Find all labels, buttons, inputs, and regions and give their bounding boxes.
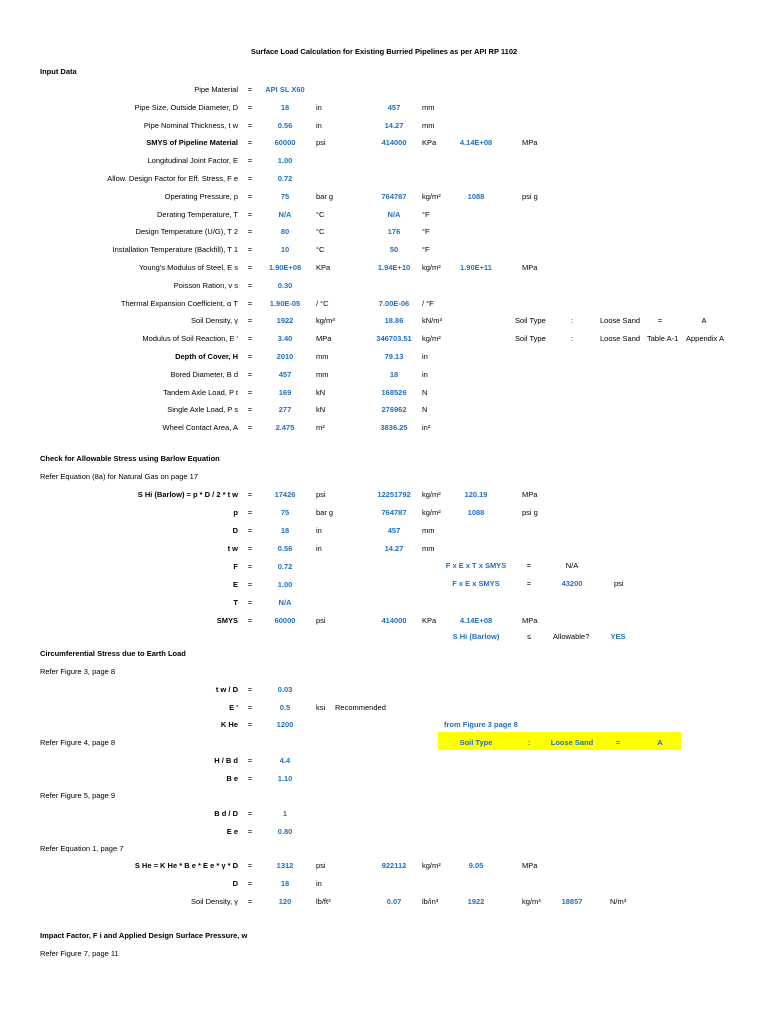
value-secondary: 414000 [381,138,407,148]
value-tertiary: 1088 [467,508,485,517]
equals-sign: = [247,227,253,237]
unit-secondary: / °F [422,298,434,308]
value-primary: 17426 [274,490,296,499]
value-primary: N/A [278,598,292,607]
row-label: E [232,580,238,589]
equals-sign: = [247,580,253,589]
reference-note: Refer Equation 1, page 7 [40,844,124,853]
less-equal-sign: ≤ [526,632,532,641]
equals-sign: = [247,756,253,765]
row-label: Soil Density, γ [191,897,238,906]
value-tertiary: 1.90E+11 [460,263,492,272]
value-primary: 120 [278,897,292,906]
section-heading-impact: Impact Factor, F i and Applied Design Surface Pressure, w [40,931,248,940]
value-tertiary: 1088 [467,191,485,201]
colon: : [527,738,531,747]
unit-secondary: KPa [422,138,437,148]
value-primary: 457 [278,369,292,379]
value-primary: 169 [278,387,292,397]
equals-sign: = [247,280,253,290]
row-label: Pipe Material [194,85,238,94]
unit-primary: °C [316,209,325,219]
equals-sign: = [247,156,253,166]
unit-secondary: mm [422,120,435,130]
unit-primary: kN [316,387,326,397]
unit-primary: mm [316,352,329,361]
unit-secondary: mm [422,544,435,553]
reference-note: Refer Equation (8a) for Natural Gas on page 17 [40,472,199,481]
equals-sign: = [247,423,253,433]
allowable-question: Allowable? [553,632,590,641]
equals-sign: = [526,561,532,570]
unit-tertiary: psi g [522,191,538,201]
soil-type-value: Loose Sand [550,738,594,747]
row-label: D [232,526,238,535]
value-primary: 2.475 [275,423,295,433]
value-secondary: 79.13 [384,352,404,361]
equals-sign: = [247,352,253,361]
equals-sign: = [247,508,253,517]
value-secondary: 18 [389,369,399,379]
value-primary: 1.00 [277,580,293,589]
row-label: Thermal Expansion Coefficient, α T [120,298,238,308]
value-primary: 277 [278,405,292,415]
unit-secondary: kN/m³ [422,316,442,326]
unit-secondary: kg/m² [422,191,441,201]
row-label: Depth of Cover, H [175,352,238,361]
value-primary: 75 [280,508,290,517]
value-secondary: 168526 [381,387,407,397]
row-label: t w / D [215,685,238,694]
row-label: Wheel Contact Area, A [162,423,238,433]
row-label: Modulus of Soil Reaction, E ' [142,334,238,344]
equals-sign: = [247,616,253,625]
soil-type-label: Soil Type [459,738,493,747]
formula-fets: F x E x T x SMYS [445,561,507,570]
unit-secondary: lb/in³ [422,897,439,906]
value-secondary: 176 [387,227,401,237]
unit-primary: mm [316,369,329,379]
value-primary: 60000 [274,616,296,625]
soil-class: A [701,316,707,326]
row-label: Allow. Design Factor for Eff. Stress, F e [107,174,238,183]
unit-secondary: N [422,387,428,397]
note: Recommended [335,702,386,712]
row-label: t w [227,544,238,553]
section-heading-barlow: Check for Allowable Stress using Barlow Equation [40,454,220,463]
unit-primary: in [316,879,322,888]
table-ref: Table A-1 [647,334,679,344]
unit-primary: °C [316,227,325,237]
value-primary: N/A [278,209,292,219]
unit-primary: ksi [316,702,326,712]
unit-primary: in [316,526,322,535]
row-label: p [233,508,238,517]
value-primary: 1200 [276,720,294,730]
allowable-answer: YES [610,632,626,641]
value-primary: 0.30 [277,280,293,290]
equals-sign: = [247,245,253,255]
unit-primary: m² [316,423,325,433]
unit-secondary: N [422,405,428,415]
value-primary: 1.90E+08 [268,263,302,272]
equals-sign: = [247,544,253,553]
unit-secondary: mm [422,526,435,535]
unit-fes: psi [614,579,624,588]
unit-primary: psi [316,490,326,499]
value-tertiary: 4.14E+08 [459,616,493,625]
unit-primary: in [316,120,322,130]
unit-tertiary: MPa [522,616,538,625]
row-label: Poisson Ration, v s [173,280,238,290]
unit-secondary: °F [422,209,430,219]
value-secondary: 1.94E+10 [377,263,411,272]
value-secondary: 346703.51 [376,334,412,344]
unit-secondary: kg/m² [422,334,441,344]
unit-tertiary: kg/m³ [522,897,541,906]
row-label: H / B d [214,756,238,765]
figure-note: from Figure 3 page 8 [444,720,518,730]
unit-tertiary: MPa [522,861,538,870]
value-secondary: 764787 [381,191,407,201]
equals-sign: = [247,897,253,906]
row-label: E ' [229,702,238,712]
value-secondary: 922112 [381,861,407,870]
value-primary: 1 [282,809,288,818]
row-label: SMYS of Pipeline Material [146,138,238,148]
unit-primary: in [316,102,322,112]
unit-primary: kN [316,405,326,415]
value-fes: 43200 [561,579,583,588]
unit-primary: bar g [316,191,334,201]
row-label: Soil Density, γ [191,316,238,326]
value-secondary: 18.86 [384,316,404,326]
unit-secondary: in [422,352,428,361]
value-secondary: 50 [389,245,399,255]
row-label: SMYS [216,616,238,625]
equals-sign: = [247,334,253,344]
row-label: F [233,562,238,571]
unit-primary: in [316,544,322,553]
reference-note: Refer Figure 4, page 8 [40,738,116,747]
value-quaternary: 18857 [561,897,583,906]
equals-sign: = [247,720,253,730]
soil-type-label: Soil Type [515,316,546,326]
unit-tertiary: MPa [522,138,538,148]
unit-secondary: °F [422,245,430,255]
row-label: Installation Temperature (Backfill), T 1 [112,245,238,255]
value-secondary: 14.27 [384,120,404,130]
equals-sign: = [247,191,253,201]
value-secondary: 457 [387,102,401,112]
equals-sign: = [247,369,253,379]
value-fets: N/A [565,561,579,570]
row-label: Single Axle Load, P s [167,405,238,415]
row-label: Longitudinal Joint Factor, E [147,156,238,166]
equals-sign: = [247,526,253,535]
row-label: Young's Modulus of Steel, E s [138,263,238,272]
equals-sign: = [247,298,253,308]
equals-sign: = [247,490,253,499]
reference-note: Refer Figure 7, page 11 [40,949,119,958]
page-title: Surface Load Calculation for Existing Burried Pipelines as per API RP 1102 [250,47,518,56]
unit-secondary: in [422,369,428,379]
unit-tertiary: psi g [522,508,538,517]
equals-sign: = [526,579,532,588]
row-label: Pipe Size, Outside Diameter, D [134,102,238,112]
row-label: B e [226,773,238,783]
value-secondary: 414000 [381,616,407,625]
value-primary: 18 [280,102,290,112]
equals-sign: = [247,85,253,94]
row-label: S He = K He * B e * E e * γ * D [134,861,238,870]
unit-secondary: kg/m² [422,861,441,870]
value-primary: 60000 [274,138,296,148]
row-label: K He [220,720,238,730]
soil-type-label: Soil Type [515,334,546,344]
value-primary: 1.00 [277,156,293,166]
value-primary: 18 [280,879,290,888]
equals-sign: = [247,263,253,272]
colon: : [570,334,574,344]
equals-sign: = [247,405,253,415]
unit-primary: bar g [316,508,334,517]
value-tertiary: 120.19 [464,490,488,499]
unit-primary: psi [316,138,326,148]
unit-secondary: KPa [422,616,437,625]
unit-secondary: kg/m² [422,508,441,517]
section-heading-earth: Circumferential Stress due to Earth Load [40,649,186,658]
equals-sign: = [247,209,253,219]
row-label: Pipe Nominal Thickness, t w [143,120,238,130]
value-primary: 0.56 [277,120,293,130]
value-primary: 3.40 [277,334,293,344]
equals-sign: = [247,861,253,870]
formula-fes: F x E x SMYS [452,579,500,588]
row-label: Derating Temperature, T [156,209,238,219]
value-primary: 0.03 [277,685,293,694]
row-label: T [233,598,238,607]
value-primary: 0.72 [277,174,293,183]
equals-sign: = [247,685,253,694]
value-primary: 80 [280,227,290,237]
unit-tertiary: MPa [522,263,538,272]
reference-note: Refer Figure 5, page 9 [40,791,116,800]
equals-sign: = [657,316,663,326]
value-secondary: 12251792 [377,490,411,499]
value-primary: 2010 [276,352,294,361]
equals-sign: = [247,598,253,607]
appendix-ref: Appendix A [686,334,724,344]
value-secondary: 7.00E-06 [378,298,410,308]
equals-sign: = [247,879,253,888]
value-tertiary: 1922 [467,897,485,906]
unit-tertiary: MPa [522,490,538,499]
equals-sign: = [247,562,253,571]
equals-sign: = [247,387,253,397]
row-label: Design Temperature (U/G), T 2 [135,227,238,237]
row-label: B d / D [214,809,238,818]
equals-sign: = [247,102,253,112]
equals-sign: = [247,773,253,783]
unit-primary: psi [316,616,326,625]
unit-secondary: in² [422,423,431,433]
value-primary: 1.90E-05 [269,298,301,308]
value-primary: 10 [280,245,290,255]
unit-primary: KPa [316,263,331,272]
unit-secondary: kg/m² [422,490,441,499]
value-primary: API SL X60 [265,85,305,94]
equals-sign: = [247,174,253,183]
equals-sign: = [615,738,621,747]
unit-primary: / °C [316,298,329,308]
value-secondary: 457 [387,526,401,535]
unit-primary: °C [316,245,325,255]
unit-primary: MPa [316,334,332,344]
equals-sign: = [247,316,253,326]
section-heading-input: Input Data [40,67,77,76]
value-primary: 75 [280,191,290,201]
row-label: Operating Pressure, p [164,191,238,201]
value-secondary: 3836.25 [380,423,408,433]
equals-sign: = [247,120,253,130]
unit-primary: lb/ft³ [316,897,331,906]
unit-primary: kg/m³ [316,316,335,326]
unit-primary: psi [316,861,326,870]
reference-note: Refer Figure 3, page 8 [40,667,116,676]
value-primary: 0.80 [277,826,293,836]
equals-sign: = [247,702,253,712]
value-primary: 0.5 [279,702,291,712]
equals-sign: = [247,809,253,818]
soil-type-value: Loose Sand [600,316,641,326]
row-label: S Hi (Barlow) = p * D / 2 * t w [137,490,238,499]
value-secondary: N/A [387,209,401,219]
unit-secondary: kg/m² [422,263,441,272]
row-label: E e [226,826,238,836]
equals-sign: = [247,826,253,836]
value-secondary: 14.27 [384,544,404,553]
colon: : [570,316,574,326]
value-secondary: 764787 [381,508,407,517]
value-primary: 18 [280,526,290,535]
value-secondary: 0.07 [386,897,402,906]
value-secondary: 276962 [381,405,407,415]
unit-secondary: mm [422,102,435,112]
value-primary: 1.10 [277,773,293,783]
value-primary: 4.4 [279,756,291,765]
row-label: Tandem Axle Load, P t [163,387,238,397]
equals-sign: = [247,138,253,148]
value-primary: 0.56 [277,544,293,553]
unit-secondary: °F [422,227,430,237]
row-label: D [232,879,238,888]
value-primary: 1312 [276,861,294,870]
soil-type-value: Loose Sand [600,334,641,344]
value-tertiary: 9.05 [468,861,484,870]
allowable-expr: S Hi (Barlow) [452,632,500,641]
value-primary: 0.72 [277,562,293,571]
value-tertiary: 4.14E+08 [459,138,493,148]
soil-class: A [657,738,663,747]
row-label: Bored Diameter, B d [170,369,238,379]
unit-quaternary: N/m³ [610,897,627,906]
value-primary: 1922 [276,316,294,326]
